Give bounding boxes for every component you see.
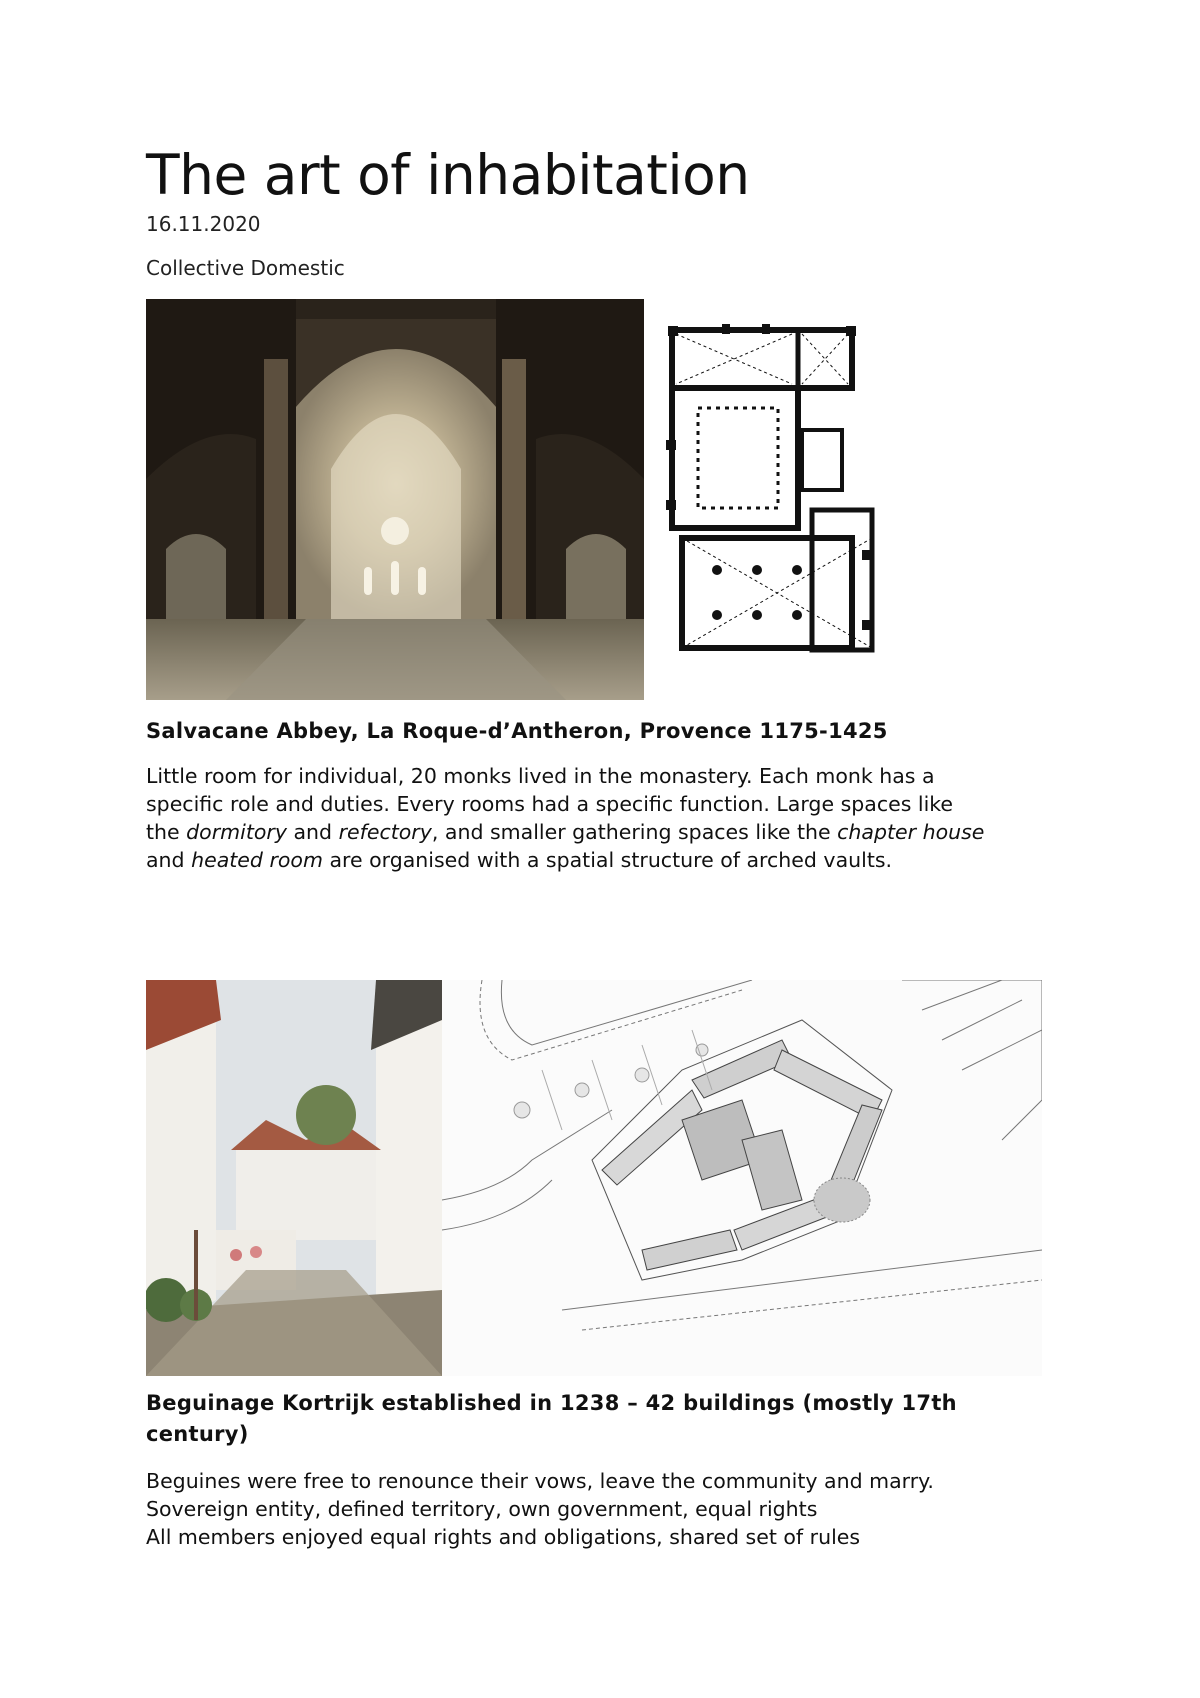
section1-line-2: specific role and duties. Every rooms had a specific function. Large spaces like: [146, 792, 954, 816]
section1-text: and: [146, 848, 192, 872]
page-title: The art of inhabitation: [146, 143, 750, 207]
abbey-floor-plan-drawing: [662, 320, 902, 670]
section2-caption: [146, 1388, 1076, 1450]
section2-line-1: Beguines were free to renounce their vows, leave the community and marry.: [146, 1469, 934, 1493]
section1-text: , and smaller gathering spaces like the: [431, 820, 838, 844]
term-refectory: refectory: [338, 820, 432, 844]
section2-caption-line-1: Beguinage Kortrijk established in 1238 – 42 buildings (mostly 17th: [146, 1391, 957, 1415]
term-dormitory: dormitory: [186, 820, 287, 844]
beguinage-street-photo: [146, 980, 442, 1376]
abbey-nave-photo: [146, 299, 644, 700]
section1-text: the: [146, 820, 187, 844]
section1-text: and: [286, 820, 339, 844]
section1-line-4: [146, 846, 1076, 874]
section1-line-1: Little room for individual, 20 monks lived in the monastery. Each monk has a: [146, 764, 935, 788]
section1-caption: Salvacane Abbey, La Roque-d’Antheron, Provence 1175-1425: [146, 719, 888, 743]
term-chapter-house: chapter house: [837, 820, 985, 844]
section2-paragraph: [146, 1467, 1076, 1551]
section1-text: are organised with a spatial structure of arched vaults.: [322, 848, 893, 872]
section1-paragraph: [146, 762, 1076, 874]
section2-caption-line-2: century): [146, 1422, 249, 1446]
section1-line-3: [146, 818, 1076, 846]
document-subtitle: Collective Domestic: [146, 256, 345, 280]
section2-line-3: All members enjoyed equal rights and obligations, shared set of rules: [146, 1525, 861, 1549]
beguinage-site-plan-drawing: [442, 980, 1042, 1376]
section2-line-2: Sovereign entity, defined territory, own government, equal rights: [146, 1497, 818, 1521]
document-date: 16.11.2020: [146, 212, 261, 236]
term-heated-room: heated room: [191, 848, 323, 872]
